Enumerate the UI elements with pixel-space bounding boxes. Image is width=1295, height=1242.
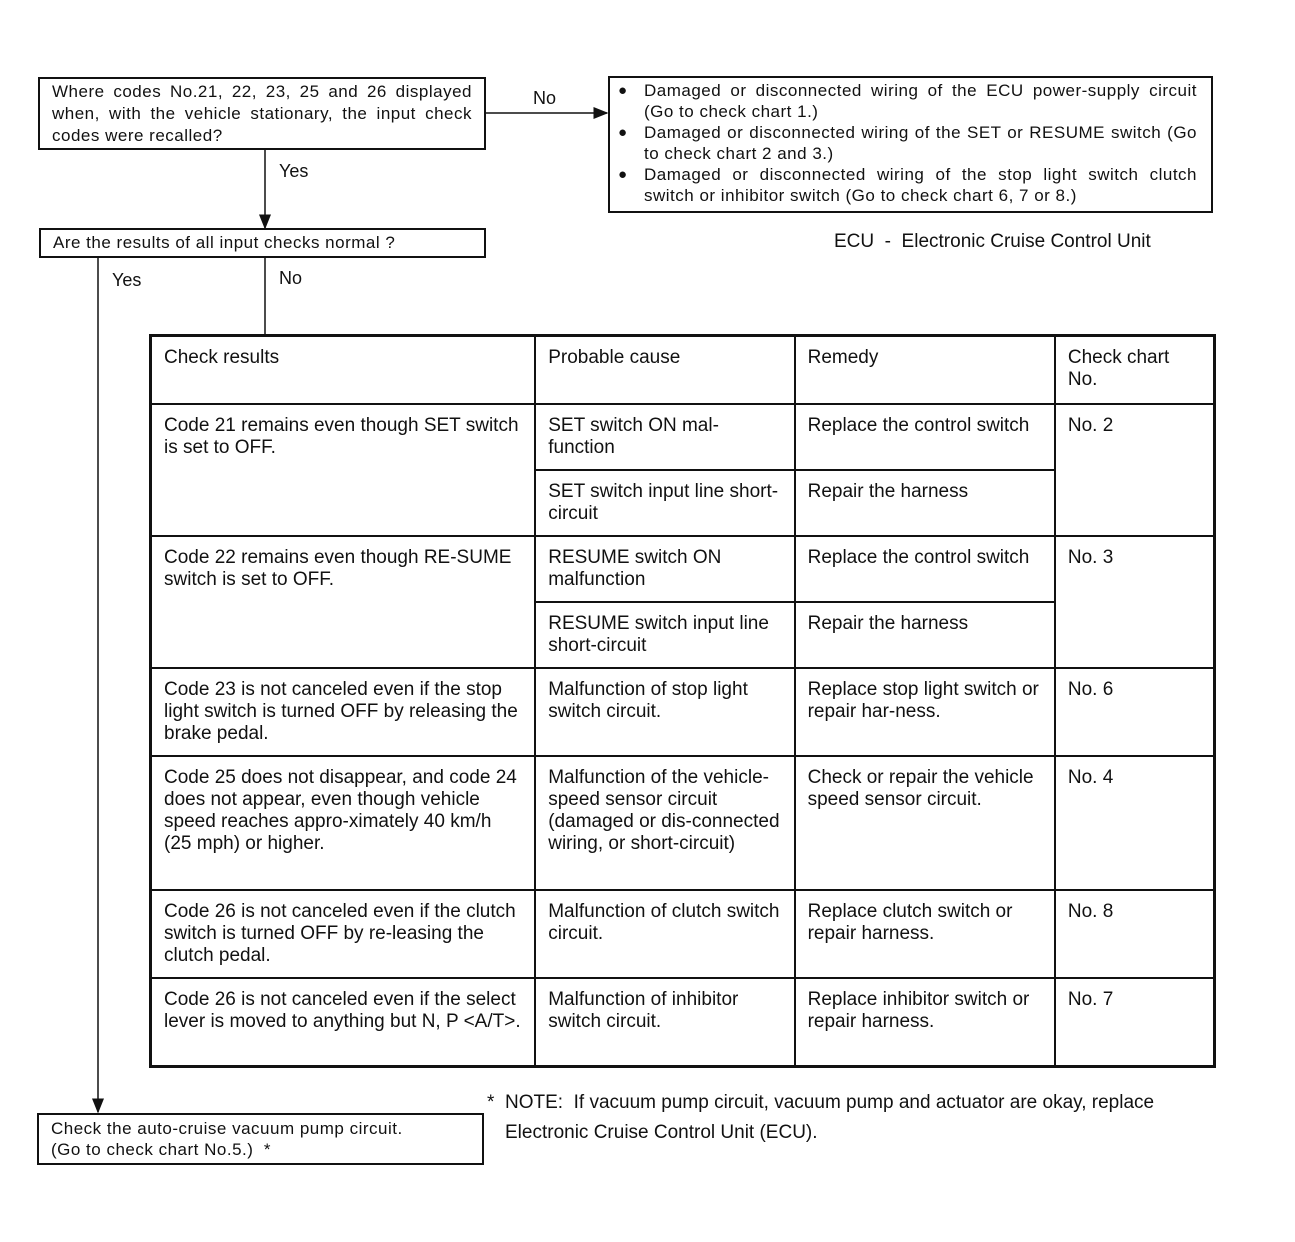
- cell-remedy: Repair the harness: [795, 470, 1055, 536]
- cause-item-2: ● Damaged or disconnected wiring of the SET or RESUME switch (Go to check chart 2 and 3.): [614, 122, 1197, 164]
- note-line-1: NOTE: If vacuum pump circuit, vacuum pump and actuator are okay, replace: [505, 1092, 1155, 1113]
- cell-remedy: Repair the harness: [795, 602, 1055, 668]
- cell-check-result: Code 26 is not canceled even if the select lever is moved to anything but N, P <A/T>.: [151, 978, 536, 1066]
- cell-probable-cause: Malfunction of stop light switch circuit.: [535, 668, 794, 756]
- header-probable-cause: Probable cause: [535, 336, 794, 405]
- cell-check-chart: No. 8: [1055, 890, 1215, 978]
- cell-check-result: Code 22 remains even though RE-SUME switch is set to OFF.: [151, 536, 536, 668]
- cell-probable-cause: SET switch ON mal-function: [535, 404, 794, 470]
- cell-check-chart: No. 3: [1055, 536, 1215, 668]
- header-check-chart: Check chart No.: [1055, 336, 1215, 405]
- yes-label-1: Yes: [279, 161, 309, 181]
- cell-check-chart: No. 7: [1055, 978, 1215, 1066]
- cell-probable-cause: Malfunction of inhibitor switch circuit.: [535, 978, 794, 1066]
- note-line-2: Electronic Cruise Control Unit (ECU).: [505, 1122, 818, 1143]
- question-2-text: Are the results of all input checks normal ?: [53, 233, 396, 252]
- vacuum-pump-line-1: Check the auto-cruise vacuum pump circuit.: [51, 1119, 403, 1138]
- causes-list: [614, 80, 1197, 206]
- header-remedy: Remedy: [795, 336, 1055, 405]
- table-row: [151, 756, 1215, 890]
- table-row: [151, 668, 1215, 756]
- cell-remedy: Replace stop light switch or repair har-ness.: [795, 668, 1055, 756]
- cell-probable-cause: Malfunction of the vehicle-speed sensor circuit (damaged or dis-connected wiring, or short-circuit): [535, 756, 794, 890]
- vacuum-pump-line-2: (Go to check chart No.5.) *: [51, 1140, 271, 1159]
- cell-remedy: Replace clutch switch or repair harness.: [795, 890, 1055, 978]
- cause-item-1: ● Damaged or disconnected wiring of the ECU power-supply circuit (Go to check chart 1.): [614, 80, 1197, 122]
- table-row: [151, 536, 1215, 602]
- check-table: [149, 334, 1216, 1068]
- ecu-legend: ECU - Electronic Cruise Control Unit: [834, 231, 1151, 252]
- cell-check-result: Code 23 is not canceled even if the stop light switch is turned OFF by releasing the brake pedal.: [151, 668, 536, 756]
- vacuum-pump-box: [37, 1113, 484, 1165]
- causes-box: [608, 76, 1213, 213]
- cell-check-chart: No. 2: [1055, 404, 1215, 536]
- cell-check-chart: No. 6: [1055, 668, 1215, 756]
- cell-remedy: Replace the control switch: [795, 404, 1055, 470]
- note: [487, 1088, 1154, 1148]
- cell-check-result: Code 25 does not disappear, and code 24 does not appear, even though vehicle speed reaches appro-ximately 40 km/h (25 mph) or higher.: [151, 756, 536, 890]
- cell-probable-cause: RESUME switch input line short-circuit: [535, 602, 794, 668]
- cell-remedy: Check or repair the vehicle speed sensor circuit.: [795, 756, 1055, 890]
- no-label-1: No: [533, 88, 557, 108]
- note-asterisk: *: [487, 1092, 495, 1113]
- cell-probable-cause: Malfunction of clutch switch circuit.: [535, 890, 794, 978]
- cell-probable-cause: RESUME switch ON malfunction: [535, 536, 794, 602]
- header-check-results: Check results: [151, 336, 536, 405]
- cell-remedy: Replace inhibitor switch or repair harness.: [795, 978, 1055, 1066]
- table-row: [151, 404, 1215, 470]
- question-2-box: [39, 228, 486, 258]
- cell-check-result: Code 21 remains even though SET switch is set to OFF.: [151, 404, 536, 536]
- table-header-row: [151, 336, 1215, 405]
- cause-item-3: ● Damaged or disconnected wiring of the stop light switch clutch switch or inhibitor switch (Go to check chart 6, 7 or 8.): [614, 164, 1197, 206]
- table-row: [151, 890, 1215, 978]
- question-1-text: Where codes No.21, 22, 23, 25 and 26 displayed when, with the vehicle stationary, the input check codes were recalled?: [52, 82, 472, 145]
- cell-probable-cause: SET switch input line short-circuit: [535, 470, 794, 536]
- yes-label-2: Yes: [112, 270, 142, 290]
- no-label-2: No: [279, 268, 303, 288]
- cell-remedy: Replace the control switch: [795, 536, 1055, 602]
- table-row: [151, 978, 1215, 1066]
- cell-check-result: Code 26 is not canceled even if the clutch switch is turned OFF by re-leasing the clutch pedal.: [151, 890, 536, 978]
- question-1-box: [38, 77, 486, 150]
- cell-check-chart: No. 4: [1055, 756, 1215, 890]
